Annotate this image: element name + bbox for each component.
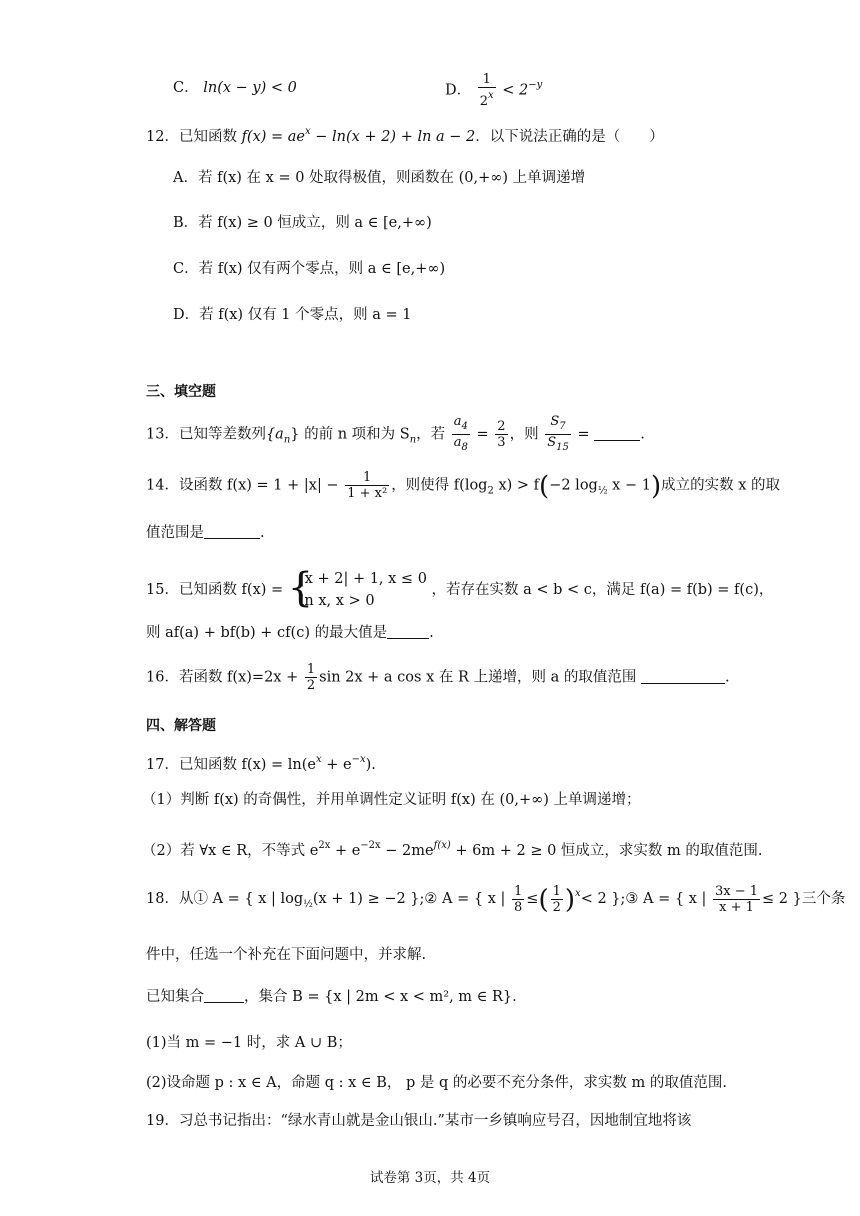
denominator — [478, 88, 496, 109]
q12-stem — [146, 120, 664, 149]
q14 — [146, 470, 780, 504]
equals-sign: = — [476, 426, 489, 443]
fraction — [345, 470, 389, 501]
question-text: x) > f — [498, 477, 540, 494]
set-expression: ≤ — [526, 891, 539, 907]
q11-option-c — [173, 76, 297, 100]
question-text: ．以下说法正确的是（ ） — [475, 129, 664, 145]
question-text: 成立的实数 x 的取 — [661, 477, 780, 494]
answer-blank[interactable] — [387, 624, 429, 639]
set-expression: { x | — [674, 891, 707, 907]
q12-option-d: D．若 f(x) 仅有 1 个零点，则 a = 1 — [173, 307, 412, 323]
subscript: 2 — [487, 485, 494, 497]
subscript: 7 — [559, 421, 566, 432]
paren: ( — [538, 885, 549, 915]
fraction — [551, 884, 563, 915]
question-text: 15．已知函数 f(x) = — [146, 582, 284, 598]
denominator: 2 — [552, 899, 561, 915]
q19-stem: 19．习总书记指出：“绿水青山就是金山银山.”某市一乡镇响应号召，因地制宜地将该 — [146, 1113, 692, 1129]
fraction — [545, 414, 571, 455]
numerator: 1 — [478, 72, 496, 88]
q18-stem — [146, 882, 845, 917]
question-text: 已知集合 — [146, 989, 204, 1005]
power: −x — [351, 754, 366, 765]
option-letter: D． — [445, 82, 472, 99]
subscript: 15 — [556, 442, 569, 453]
period: . — [260, 525, 265, 541]
subscript: 8 — [461, 442, 468, 453]
math-expression: f(x) = ae — [241, 129, 306, 145]
piecewise-system — [287, 565, 427, 612]
power: −y — [528, 79, 543, 91]
question-text: 值范围是 — [146, 525, 204, 541]
q17-part2 — [142, 834, 763, 863]
set-expression: ≤ 2 } — [762, 891, 802, 907]
math-expression: ln(x − y) < 0 — [203, 80, 297, 96]
q18-part2: (2)设命题 p : x ∈ A，命题 q : x ∈ B， p 是 q 的必要不充分条件，求实数 m 的取值范围. — [146, 1075, 727, 1091]
q18-part1: (1)当 m = −1 时，求 A ∪ B； — [146, 1035, 352, 1051]
numerator: 1 — [345, 470, 389, 486]
brace: { — [287, 565, 314, 611]
section-heading-solution: 四、解答题 — [146, 718, 216, 734]
den-text: 2 — [479, 94, 489, 109]
numerator — [452, 414, 470, 435]
numerator: 1 — [552, 883, 561, 899]
question-text: 18．从① A = — [146, 891, 240, 907]
power: x — [316, 754, 322, 765]
question-text: ，若 — [416, 426, 446, 443]
numerator: 2 — [497, 419, 506, 434]
q18-line3 — [146, 985, 517, 1009]
question-text: 则 af(a) + bf(b) + cf(c) 的最大值是 — [146, 625, 388, 641]
fraction — [512, 884, 524, 915]
question-text: 12．已知函数 — [146, 129, 237, 145]
denominator — [545, 435, 571, 455]
num-text: S — [550, 414, 560, 429]
math-expression: + e — [330, 843, 361, 859]
question-text: + 6m + 2 ≥ 0 恒成立，求实数 m 的取值范围. — [450, 843, 763, 859]
q15 — [146, 565, 774, 612]
question-text: （2）若 ∀x ∈ R，不等式 e — [142, 843, 319, 859]
answer-blank[interactable] — [641, 669, 725, 684]
question-text: 16．若函数 f(x)=2x + — [146, 669, 299, 686]
power: x — [488, 90, 494, 101]
set-expression: { x | log — [244, 891, 304, 907]
q13 — [146, 414, 645, 455]
den-text: S — [547, 435, 557, 450]
answer-blank[interactable] — [204, 988, 244, 1003]
question-text: ;② A = — [419, 891, 470, 907]
math-expression: < 2 — [502, 82, 529, 99]
denominator: 3 — [497, 435, 506, 450]
piecewise-row: |x + 2| + 1, x ≤ 0 — [299, 571, 427, 587]
question-text: ，若存在实数 a < b < c，满足 f(a) = f(b) = f(c)， — [431, 582, 774, 598]
numerator: 1 — [306, 662, 316, 677]
question-text: } 的前 n 项和为 S — [290, 426, 410, 443]
math-expression: − 2me — [380, 843, 434, 859]
set-expression: (x + 1) ≥ −2 } — [312, 891, 420, 907]
question-text: ，则使得 f(log — [391, 477, 488, 494]
numerator: 3x − 1 — [714, 883, 759, 899]
answer-blank[interactable] — [594, 426, 640, 441]
denominator — [452, 435, 470, 455]
math-expression: − ln(x + 2) + ln a − 2 — [315, 129, 476, 145]
answer-blank[interactable] — [204, 524, 260, 539]
fraction — [478, 72, 496, 109]
q16 — [146, 662, 730, 693]
piecewise-row: ln x, x > 0 — [299, 593, 375, 609]
math-expression: −2 log — [549, 477, 598, 494]
q17-stem — [146, 748, 376, 777]
fraction — [495, 419, 507, 450]
section-heading-fill-in: 三、填空题 — [146, 384, 216, 400]
q14-line2 — [146, 521, 265, 545]
math-expression: x − 1 — [612, 477, 651, 494]
subscript: ½ — [597, 485, 608, 497]
set-expression: { x | — [473, 891, 506, 907]
question-text: 13．已知等差数列 — [146, 426, 266, 443]
q12-option-b: B．若 f(x) ≥ 0 恒成立，则 a ∈ [e,+∞) — [173, 215, 432, 231]
math-expression: {a — [265, 426, 284, 443]
equals-sign: = — [577, 426, 590, 443]
subscript: ½ — [303, 899, 313, 910]
q12-option-a: A．若 f(x) 在 x = 0 处取得极值，则函数在 (0,+∞) 上单调递增 — [173, 170, 586, 186]
math-expression: + e — [321, 757, 352, 773]
question-text: ，集合 B = {x | 2m < x < m², m ∈ R}. — [244, 989, 517, 1005]
question-text: 三个条 — [801, 891, 846, 907]
denominator: 8 — [514, 899, 523, 915]
numerator — [545, 414, 571, 435]
fraction — [713, 884, 760, 915]
paren: ) — [564, 885, 576, 915]
power: x — [305, 126, 311, 137]
q15-line2 — [146, 621, 434, 645]
denominator: x + 1 — [719, 899, 754, 915]
num-text: a — [453, 414, 462, 429]
fraction — [305, 662, 317, 693]
math-expression: ). — [365, 757, 376, 773]
numerator: 1 — [514, 883, 523, 899]
q17-part1: （1）判断 f(x) 的奇偶性，并用单调性定义证明 f(x) 在 (0,+∞) 上单调递增； — [142, 792, 641, 808]
period: . — [429, 625, 434, 641]
question-text: 14．设函数 f(x) = 1 + |x| − — [146, 477, 339, 494]
option-letter: C． — [173, 80, 199, 96]
power: x — [575, 888, 581, 899]
period: . — [724, 669, 730, 686]
subscript: 4 — [461, 421, 468, 432]
question-text: ;③ A = — [620, 891, 671, 907]
q18-line2: 件中，任选一个补充在下面问题中，并求解. — [146, 947, 427, 963]
den-text: a — [453, 435, 462, 450]
denominator: 2 — [306, 678, 316, 693]
paren: ) — [650, 471, 662, 502]
page-footer: 试卷第 3页，共 4页 — [369, 1170, 491, 1186]
power: 2x — [318, 840, 331, 851]
period: . — [640, 426, 645, 443]
denominator: 1 + x² — [347, 486, 388, 501]
set-expression: < 2 } — [580, 891, 621, 907]
q11-option-d — [445, 72, 542, 109]
paren: ( — [539, 471, 550, 502]
power: −2x — [360, 840, 381, 851]
question-text: sin 2x + a cos x 在 R 上递增，则 a 的取值范围 — [319, 669, 637, 686]
q12-option-c: C．若 f(x) 仅有两个零点，则 a ∈ [e,+∞) — [173, 261, 446, 277]
subscript: n — [409, 434, 417, 446]
power: f(x) — [433, 840, 451, 851]
question-text: ，则 — [509, 426, 539, 443]
fraction — [452, 414, 470, 455]
subscript: n — [283, 434, 291, 446]
question-text: 17．已知函数 f(x) = ln(e — [146, 757, 316, 773]
